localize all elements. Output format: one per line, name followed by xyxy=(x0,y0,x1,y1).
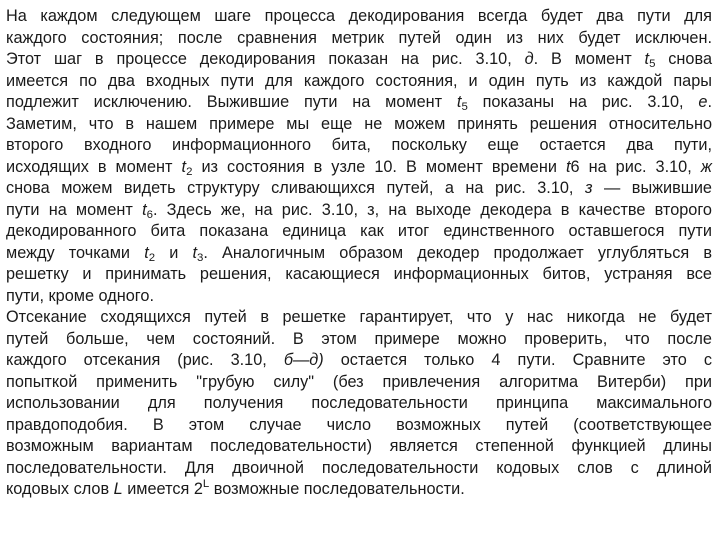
text-line xyxy=(6,350,712,372)
text-run: . Аналогичным образом декодер продолжает углубляться в xyxy=(203,243,713,262)
text-line xyxy=(6,329,712,351)
text-line xyxy=(6,393,712,415)
italic-text: з xyxy=(584,179,593,197)
italic-text: ж xyxy=(700,157,712,176)
text-line xyxy=(6,221,712,243)
paragraph-1 xyxy=(6,6,712,307)
italic-text: t xyxy=(565,157,571,176)
italic-text: б—д) xyxy=(283,351,324,369)
superscript: L xyxy=(202,478,210,490)
text-run: и xyxy=(155,243,193,262)
text-run: последовательности. Для двоичной последовательности кодовых слов с длиной xyxy=(6,458,712,477)
subscript: 6 xyxy=(146,208,153,221)
text-run: Отсекание сходящихся путей в решетке гарантирует, что у нас никогда не будет xyxy=(6,308,712,326)
text-run: попыткой применить "грубую силу" (без привлечения алгоритма Витерби) при xyxy=(6,372,712,391)
text-run: подлежит исключению. Выжившие пути на момент xyxy=(6,93,457,111)
text-run: возможным вариантам последовательности) является степенной функцией длины xyxy=(6,437,712,455)
text-run: 6 на рис. 3.10, xyxy=(570,157,701,176)
text-line xyxy=(6,157,712,179)
italic-text: е xyxy=(698,93,708,111)
text-line xyxy=(6,200,712,222)
subscript: 2 xyxy=(148,251,156,264)
text-line xyxy=(6,372,712,394)
italic-text: t xyxy=(456,93,462,111)
text-run: пути, кроме одного. xyxy=(6,286,154,305)
text-run: На каждом следующем шаге процесса декодирования всегда будет два пути для xyxy=(6,7,712,25)
subscript: 3 xyxy=(197,251,204,264)
text-run: остается только 4 пути. Сравните это с xyxy=(323,351,712,369)
italic-text: д xyxy=(524,50,534,68)
italic-text: t xyxy=(644,50,650,68)
text-line xyxy=(6,6,712,28)
text-run: снова xyxy=(655,50,712,68)
text-run: решетку и принимать решения, касающиеся информационных битов, устраняя все xyxy=(6,265,712,283)
text-line xyxy=(6,92,712,114)
text-line xyxy=(6,114,712,136)
text-line xyxy=(6,178,712,200)
text-run: декодированного бита показана единица как итог единственного оставшегося пути xyxy=(6,222,712,240)
text-run: правдоподобия. В этом случае число возможных путей (соответствующее xyxy=(6,415,712,434)
italic-text: t xyxy=(181,157,187,176)
text-run: исходящих в момент xyxy=(6,157,182,176)
text-run: каждого состояния; после сравнения метрик путей один из них будет исключен. xyxy=(6,28,712,47)
text-line xyxy=(6,479,712,501)
text-line xyxy=(6,415,712,437)
paragraph-2 xyxy=(6,307,712,501)
text-run: — выжившие xyxy=(592,179,712,197)
text-line xyxy=(6,458,712,480)
text-run: второго входного информационного бита, поскольку еще остается два пути, xyxy=(6,136,712,154)
text-run: имеется по два входных пути для каждого состояния, и один путь из каждой пары xyxy=(6,71,712,90)
subscript: 2 xyxy=(186,165,193,178)
italic-text: t xyxy=(142,200,147,219)
text-run: между точками xyxy=(6,243,145,262)
italic-text: t xyxy=(144,243,149,262)
subscript: 5 xyxy=(649,58,656,70)
text-line xyxy=(6,436,712,458)
text-run: Этот шаг в процессе декодирования показан на рис. 3.10, xyxy=(6,50,525,68)
text-run: пути на момент xyxy=(6,200,143,219)
text-line xyxy=(6,135,712,157)
text-line xyxy=(6,28,712,50)
text-run: каждого отсекания (рис. 3.10, xyxy=(6,351,284,369)
text-run: кодовых слов xyxy=(6,480,114,498)
text-run: возможные последовательности. xyxy=(209,480,465,498)
text-run: из состояния в узле 10. В момент времени xyxy=(192,157,566,176)
text-run: . xyxy=(707,93,712,111)
text-line xyxy=(6,307,712,329)
text-line xyxy=(6,243,712,265)
text-run: использовании для получения последовательности принципа максимального xyxy=(6,394,712,412)
italic-text: L xyxy=(113,480,123,498)
text-run: . Здесь же, на рис. 3.10, з, на выходе декодера в качестве второго xyxy=(152,200,712,219)
text-run: снова можем видеть структуру сливающихся путей, а на рис. 3.10, xyxy=(6,179,585,197)
text-line xyxy=(6,49,712,71)
text-line xyxy=(6,264,712,286)
text-run: Заметим, что в нашем примере мы еще не можем принять решения относительно xyxy=(6,114,712,133)
italic-text: t xyxy=(192,243,197,262)
text-run: . В момент xyxy=(533,50,645,68)
document-page xyxy=(6,6,712,501)
text-line xyxy=(6,71,712,93)
text-run: имеется 2 xyxy=(122,480,203,498)
text-run: показаны на рис. 3.10, xyxy=(467,93,699,111)
text-run: путей больше, чем состояний. В этом примере можно проверить, что после xyxy=(6,329,712,348)
subscript: 5 xyxy=(461,101,468,113)
text-line xyxy=(6,286,712,308)
